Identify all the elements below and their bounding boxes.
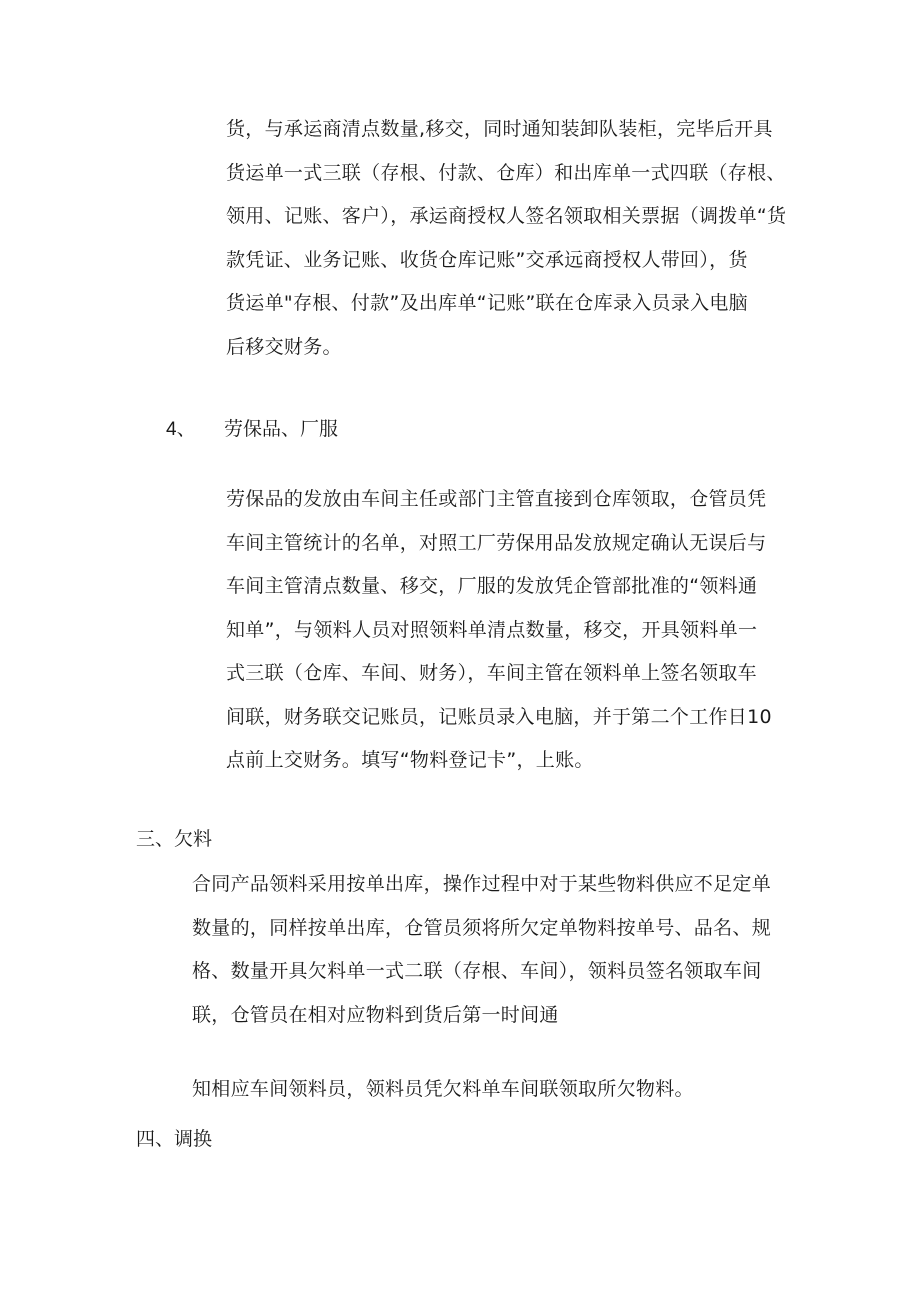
section-4-heading: 四、调换 — [136, 1128, 213, 1150]
text-line: 货运单"存根、付款”及出库单“记账”联在仓库录入员录入电脑 — [226, 292, 748, 314]
text-line: 点前上交财务。填写“物料登记卡”，上账。 — [226, 749, 594, 771]
text-line: 知相应车间领料员，领料员凭欠料单车间联领取所欠物料。 — [192, 1078, 694, 1100]
text-line: 间联，财务联交记账员，记账员录入电脑，并于第二个工作日10 — [226, 705, 772, 728]
text-line: 数量的，同样按单出库，仓管员须将所欠定单物料按单号、品名、规 — [192, 916, 772, 939]
text-line: 合同产品领料采用按单出库，操作过程中对于某些物料供应不足定单 — [192, 873, 772, 895]
text-line: 车间主管统计的名单，对照工厂劳保用品发放规定确认无误后与 — [226, 531, 767, 554]
paragraph-shortage — [192, 863, 802, 1037]
section-3-heading: 三、欠料 — [136, 828, 213, 850]
text-line: 车间主管清点数量、移交，厂服的发放凭企管部批准的“领料通 — [226, 575, 758, 597]
text-line: 劳保品的发放由车间主任或部门主管直接到仓库领取，仓管员凭 — [226, 488, 767, 510]
text-line: 格、数量开具欠料单一式二联（存根、车间），领料员签名领取车间 — [192, 960, 762, 982]
item-4-heading — [166, 408, 338, 451]
item-number: 4、 — [166, 419, 196, 440]
text-line: 货运单一式三联（存根、付款、仓库）和出库单一式四联（存根、 — [226, 161, 786, 184]
text-line: 知单”，与领料人员对照领料单清点数量，移交，开具领料单一 — [226, 618, 758, 641]
paragraph-protective-gear — [226, 478, 816, 783]
paragraph-shipping-continued — [226, 108, 816, 369]
text-line: 联，仓管员在相对应物料到货后第一时间通 — [192, 1003, 559, 1026]
item-title: 劳保品、厂服 — [224, 418, 339, 440]
text-line: 款凭证、业务记账、收货仓库记账”交承远商授权人带回），货 — [226, 248, 748, 271]
text-line: 后移交财务。 — [226, 335, 342, 358]
text-line: 式三联（仓库、车间、财务），车间主管在领料单上签名领取车 — [226, 662, 757, 684]
text-line: 货，与承运商清点数量,移交，同时通知装卸队装柜，完毕后开具 — [226, 118, 773, 140]
text-line: 领用、记账、客户），承运商授权人签名领取相关票据（调拨单“货 — [226, 205, 787, 227]
paragraph-shortage-continuation — [192, 1068, 802, 1112]
